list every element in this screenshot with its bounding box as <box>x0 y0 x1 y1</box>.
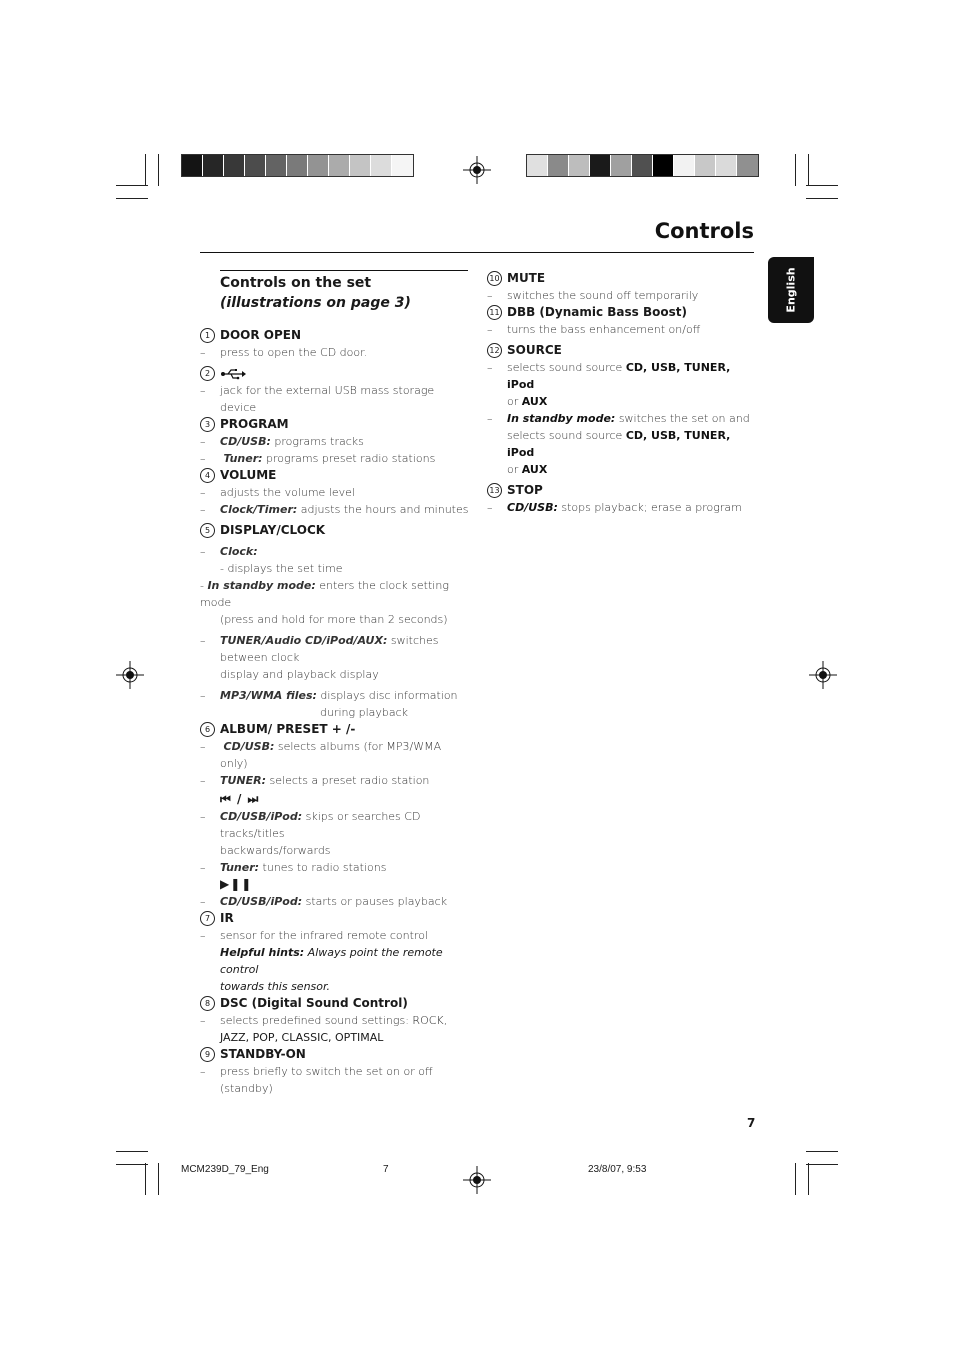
color-swatch <box>548 155 569 176</box>
left-column <box>200 270 472 1097</box>
color-swatch <box>224 155 245 176</box>
description: during playback <box>320 706 409 719</box>
play-pause-icon: ▶❚❚ <box>220 877 253 891</box>
description: backwards/forwards <box>220 844 331 857</box>
crop-mark <box>116 198 148 199</box>
control-item-usb: 2 <box>200 365 472 382</box>
description: between clock <box>220 651 300 664</box>
color-swatch <box>287 155 308 176</box>
footer-date: 23/8/07, 9:53 <box>588 1164 647 1175</box>
color-swatch <box>308 155 329 176</box>
control-item-door-open: 1 DOOR OPEN <box>200 327 472 344</box>
description: – jack for the external USB mass storage device <box>200 384 435 414</box>
description: display and playback display <box>220 668 379 681</box>
description: – CD/USB/iPod: starts or pauses playback <box>200 895 448 908</box>
registration-mark-icon <box>116 661 144 689</box>
crop-mark <box>806 185 838 186</box>
description: – Tuner: programs preset radio stations <box>200 452 436 465</box>
color-swatch <box>632 155 653 176</box>
description: – CD/USB/iPod: skips or searches CD tracks/titles <box>200 810 421 840</box>
color-swatch <box>716 155 737 176</box>
description: – Clock: <box>200 545 258 558</box>
color-swatch <box>371 155 392 176</box>
description: or AUX <box>507 463 548 476</box>
footer-code: MCM239D_79_Eng <box>181 1164 269 1175</box>
description: or AUX <box>507 395 548 408</box>
title-rule <box>200 252 754 253</box>
control-item-standby-on: 9 STANDBY-ON <box>200 1046 472 1063</box>
registration-mark-icon <box>463 1166 491 1194</box>
description: – press to open the CD door. <box>200 346 368 359</box>
crop-mark <box>116 185 148 186</box>
crop-mark <box>145 1163 146 1195</box>
description: (press and hold for more than 2 seconds) <box>220 613 448 626</box>
page-number: 7 <box>747 1116 756 1130</box>
description: – turns the bass enhancement on/off <box>487 323 701 336</box>
color-swatch <box>590 155 611 176</box>
control-item-volume: 4 VOLUME <box>200 467 472 484</box>
color-swatch <box>350 155 371 176</box>
description: – sensor for the infrared remote control <box>200 929 429 942</box>
control-item-display-clock: 5 DISPLAY/CLOCK <box>200 522 472 539</box>
color-swatch <box>569 155 590 176</box>
description: – MP3/WMA files: displays disc information <box>200 689 458 702</box>
description: - In standby mode: enters the clock setting mode <box>200 579 449 609</box>
crop-mark <box>795 1163 796 1195</box>
helpful-hint: Helpful hints: Always point the remote control <box>220 946 443 976</box>
description: – adjusts the volume level <box>200 486 355 499</box>
color-swatch <box>182 155 203 176</box>
color-swatch <box>527 155 548 176</box>
description: – In standby mode: switches the set on and <box>487 412 750 425</box>
control-item-ir: 7 IR <box>200 910 472 927</box>
color-swatch <box>203 155 224 176</box>
description: – CD/USB: programs tracks <box>200 435 364 448</box>
description: – selects sound source CD, USB, TUNER, iPod <box>487 361 731 391</box>
control-item-album-preset: 6 ALBUM/ PRESET + /- <box>200 721 472 738</box>
crop-mark <box>806 198 838 199</box>
color-swatch <box>329 155 350 176</box>
description: – Clock/Timer: adjusts the hours and minutes <box>200 503 469 516</box>
control-item-program: 3 PROGRAM <box>200 416 472 433</box>
control-item-source: 12 SOURCE <box>487 342 759 359</box>
usb-icon <box>220 368 246 380</box>
description: – Tuner: tunes to radio stations <box>200 861 387 874</box>
crop-mark <box>808 1163 809 1195</box>
color-swatch <box>674 155 695 176</box>
control-item-stop: 13 STOP <box>487 482 759 499</box>
footer-page: 7 <box>383 1164 389 1175</box>
control-item-dbb: 11 DBB (Dynamic Bass Boost) <box>487 304 759 321</box>
description: – selects predefined sound settings: ROCK, <box>200 1014 448 1027</box>
crop-mark <box>116 1164 148 1165</box>
description: selects sound source CD, USB, TUNER, iPod <box>507 429 731 459</box>
right-column <box>487 270 759 516</box>
crop-mark <box>806 1164 838 1165</box>
crop-mark <box>116 1151 148 1152</box>
description: – CD/USB: stops playback; erase a program <box>487 501 742 514</box>
description: - displays the set time <box>220 562 343 575</box>
color-swatch <box>392 155 413 176</box>
crop-mark <box>158 1163 159 1195</box>
color-swatch <box>611 155 632 176</box>
crop-mark <box>808 154 809 186</box>
color-swatch <box>245 155 266 176</box>
color-swatch <box>737 155 758 176</box>
language-tab-label: English <box>784 267 798 313</box>
language-tab <box>768 257 814 323</box>
page-title: Controls <box>654 219 754 243</box>
control-item-dsc: 8 DSC (Digital Sound Control) <box>200 995 472 1012</box>
registration-mark-icon <box>809 661 837 689</box>
crop-mark <box>795 154 796 186</box>
section-heading: Controls on the set (illustrations on page 3) <box>220 270 468 313</box>
helpful-hint: towards this sensor. <box>220 980 331 993</box>
skip-icons: ⏮ / ⏭ <box>220 792 260 806</box>
description: – CD/USB: selects albums (for MP3/WMA only) <box>200 740 442 770</box>
description: – press briefly to switch the set on or off (standby) <box>200 1065 433 1095</box>
color-swatch <box>266 155 287 176</box>
registration-mark-icon <box>463 156 491 184</box>
description: – TUNER/Audio CD/iPod/AUX: switches <box>200 634 439 647</box>
color-calibration-bar <box>526 154 759 177</box>
color-calibration-bar <box>181 154 414 177</box>
description: JAZZ, POP, CLASSIC, OPTIMAL <box>220 1031 384 1044</box>
color-swatch <box>695 155 716 176</box>
description: – switches the sound off temporarily <box>487 289 699 302</box>
crop-mark <box>145 154 146 186</box>
control-item-mute: 10 MUTE <box>487 270 759 287</box>
crop-mark <box>158 154 159 186</box>
color-swatch <box>653 155 674 176</box>
crop-mark <box>806 1151 838 1152</box>
description: – TUNER: selects a preset radio station <box>200 774 430 787</box>
